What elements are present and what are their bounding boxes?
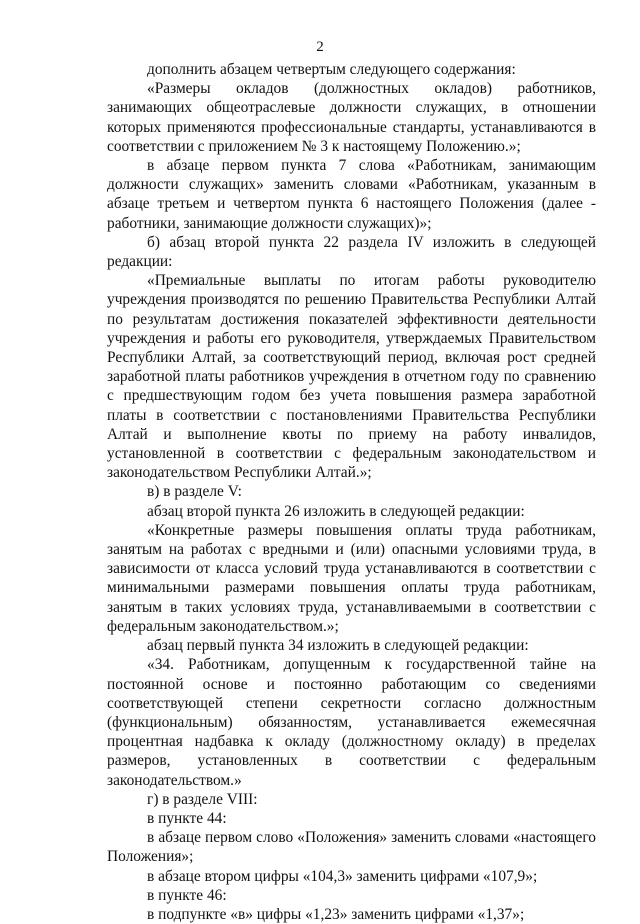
document-body <box>107 60 596 924</box>
paragraph: в абзаце первом пункта 7 слова «Работникам, занимающим должности служащих» заменить словами «Работникам, указанным в абзаце третьем и четвертом пункта 6 настоящего Положения (далее - работники, занимающие должности служащих)»; <box>107 157 596 232</box>
paragraph: г) в разделе VIII: <box>147 790 258 808</box>
paragraph: «Премиальные выплаты по итогам работы руководителю учреждения производятся по решению Правительства Республики Алтай по результатам достижения показателей эффективности деятельности учреждения и работы его руководителя, утверждаемых Правительством Республики Алтай, за соответствующий период, включая рост средней заработной платы работников учреждения в отчетном году по сравнению с предшествующим годом без учета повышения размера заработной платы в соответствии с постановлениями Правительства Республики Алтай и выполнение квоты по приему на работу инвалидов, установленной в соответствии с федеральным законодательством и законодательством Республики Алтай.»; <box>107 272 596 482</box>
paragraph: «Размеры окладов (должностных окладов) работников, занимающих общеотраслевые должности служащих, в отношении которых применяются профессиональные стандарты, устанавливаются в соответствии с приложением № 3 к настоящему Положению.»; <box>107 80 596 155</box>
paragraph: абзац второй пункта 26 изложить в следующей редакции: <box>147 502 525 520</box>
paragraph: «34. Работникам, допущенным к государственной тайне на постоянной основе и постоянно работающим со сведениями соответствующей степени секретности согласно должностным (функциональным) обязанностям, устанавливается ежемесячная процентная надбавка к окладу (должностному окладу) в пределах размеров, установленных в соответствии с федеральным законодательством.» <box>107 656 596 789</box>
paragraph: в абзаце первом слово «Положения» заменить словами «настоящего Положения»; <box>107 829 596 866</box>
paragraph: в абзаце втором цифры «104,3» заменить цифрами «107,9»; <box>147 867 538 885</box>
paragraph: дополнить абзацем четвертым следующего содержания: <box>147 61 516 78</box>
paragraph: в) в разделе V: <box>147 483 242 501</box>
paragraph: в подпункте «в» цифры «1,23» заменить цифрами «1,37»; <box>147 905 525 923</box>
paragraph: в пункте 44: <box>147 809 227 827</box>
paragraph: в пункте 46: <box>147 886 227 904</box>
page-number: 2 <box>316 39 324 55</box>
paragraph: абзац первый пункта 34 изложить в следующей редакции: <box>147 637 529 655</box>
paragraph: б) абзац второй пункта 22 раздела IV изложить в следующей редакции: <box>107 233 596 271</box>
paragraph: «Конкретные размеры повышения оплаты труда работникам, занятым на работах с вредными и (или) опасными условиями труда, в зависимости от класса условий труда устанавливаются в соответствии с минимальными размерами повышения оплаты труда работникам, занятым в таких условиях труда, устанавливаемыми в соответствии с федеральным законодательством.»; <box>107 521 596 635</box>
